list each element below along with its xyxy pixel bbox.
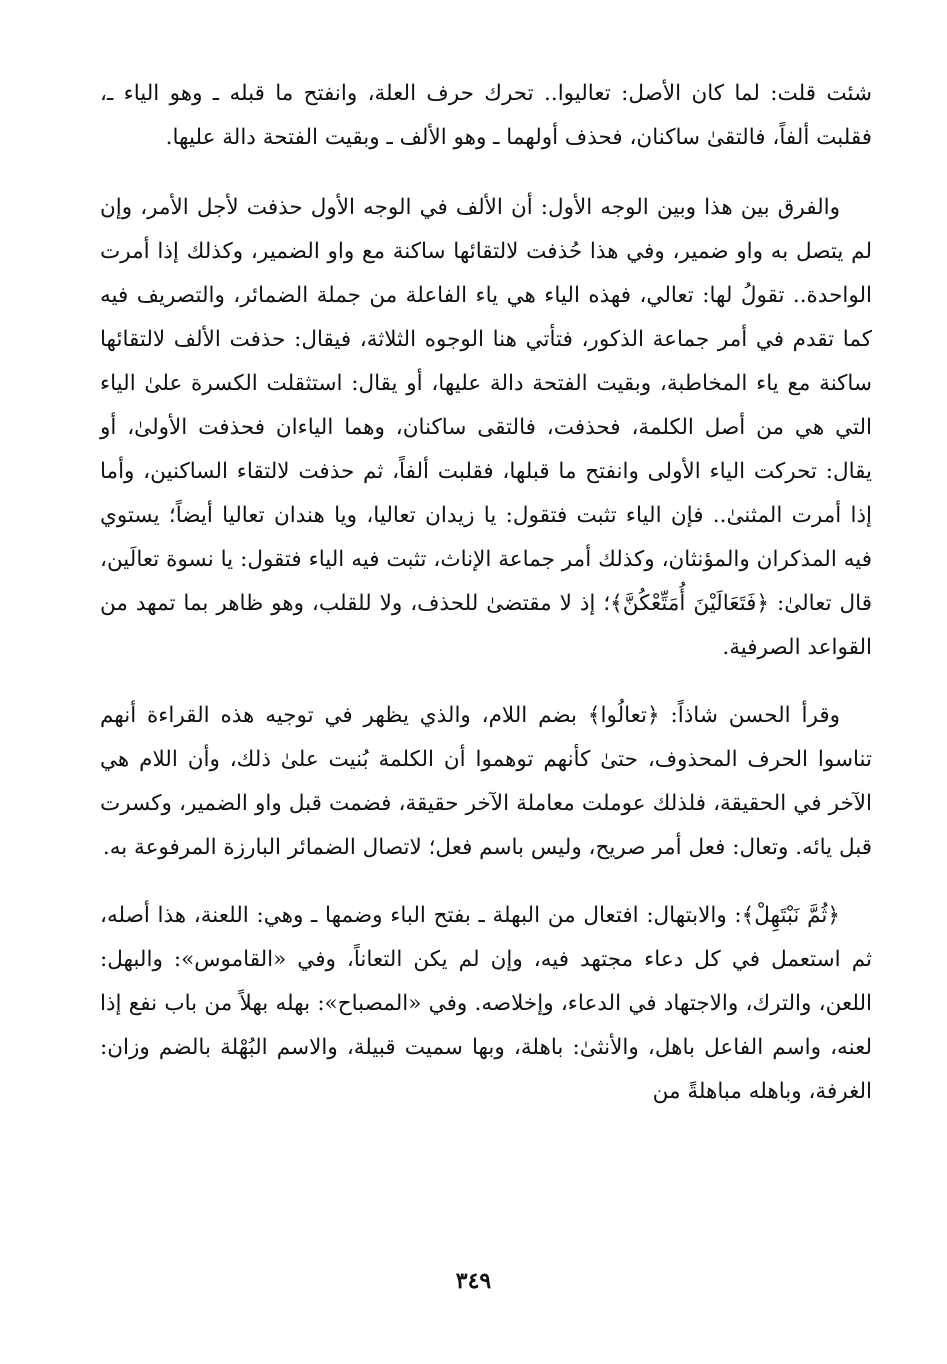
paragraph-1: شئت قلت: لما كان الأصل: تعاليوا.. تحرك حرف العلة، وانفتح ما قبله ـ وهو الياء ـ، فقلبت ألفاً، فالتقىٰ ساكنان، فحذف أولهما ـ وهو الألف ـ وبقيت الفتحة دالة عليها. <box>100 81 872 150</box>
paragraph-2: والفرق بين هذا وبين الوجه الأول: أن الألف في الوجه الأول حذفت لأجل الأمر، وإن لم يتصل به واو ضمير، وفي هذا حُذفت لالتقائها ساكنة مع واو الضمير، وكذلك إذا أمرت الواحدة.. تقولُ لها: تعالي، فهذه الياء هي ياء الفاعلة من جملة الضمائر، والتصريف فيه كما تقدم في أمر جماعة الذكور، فتأتي هنا الوجوه الثلاثة، فيقال: حذفت الألف لالتقائها ساكنة مع ياء المخاطبة، وبقيت الفتحة دالة عليها، أو يقال: استثقلت الكسرة علىٰ الياء التي هي من أصل الكلمة، فحذفت، فالتقى ساكنان، وهما الياءان فحذفت الأولىٰ، أو يقال: تحركت الياء الأولى وانفتح ما قبلها، فقلبت ألفاً، ثم حذفت لالتقاء الساكنين، وأما إذا أمرت المثنىٰ.. فإن الياء تثبت فتقول: يا زيدان تعاليا، ويا هندان تعاليا أيضاً؛ يستوي فيه المذكران والمؤنثان، وكذلك أمر جماعة الإناث، تثبت فيه الياء فتقول: يا نسوة تعالَين، قال تعالىٰ: ﴿فَتَعَالَيْنَ أُمَتِّعْكُنَّ﴾؛ إذ لا مقتضىٰ للحذف، ولا للقلب، وهو ظاهر بما تمهد من القواعد الصرفية. <box>100 195 872 660</box>
page-body <box>100 72 872 1114</box>
paragraph-3: وقرأ الحسن شاذاً: ﴿تعالُوا﴾ بضم اللام، والذي يظهر في توجيه هذه القراءة أنهم تناسوا الحرف المحذوف، حتىٰ كأنهم توهموا أن الكلمة بُنيت علىٰ ذلك، وأن اللام هي الآخر في الحقيقة، فلذلك عوملت معاملة الآخر حقيقة، فضمت قبل واو الضمير، وكسرت قبل يائه. وتعال: فعل أمر صريح، وليس باسم فعل؛ لاتصال الضمائر البارزة المرفوعة به. <box>100 703 872 860</box>
paragraph-4: ﴿ثُمَّ نَبْتَهِلْ﴾: والابتهال: افتعال من البهلة ـ بفتح الباء وضمها ـ وهي: اللعنة، هذا أصله، ثم استعمل في كل دعاء مجتهد فيه، وإن لم يكن التعاناً، وفي «القاموس»: والبهل: اللعن، والترك، والاجتهاد في الدعاء، وإخلاصه. وفي «المصباح»: بهله بهلاً من باب نفع إذا لعنه، واسم الفاعل باهل، والأنثىٰ: باهلة، وبها سميت قبيلة، والاسم البُهْلة بالضم وزان: الغرفة، وباهله مباهلةً من <box>100 903 872 1104</box>
page-number: ٣٤٩ <box>455 1268 492 1294</box>
